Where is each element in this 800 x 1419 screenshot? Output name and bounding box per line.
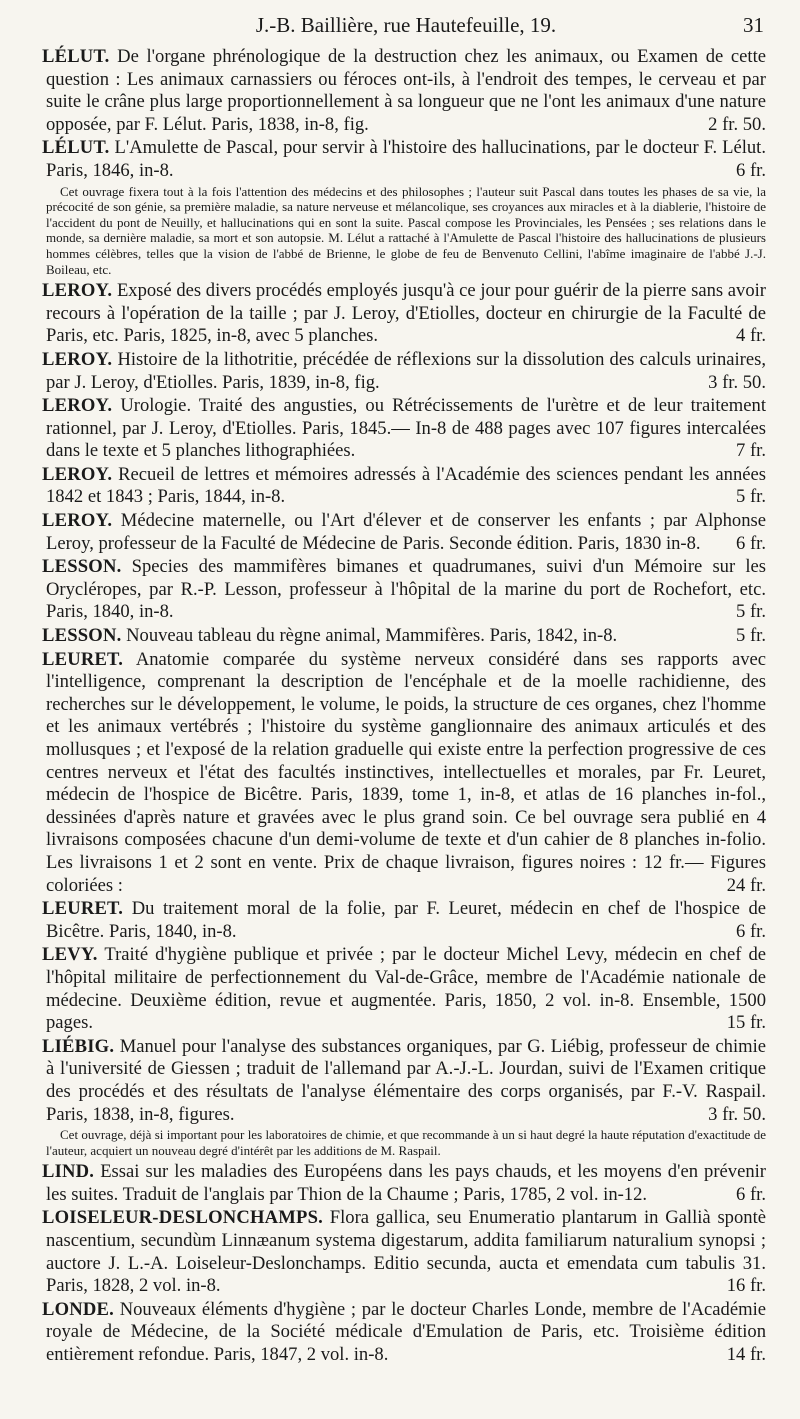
- entry-note: Cet ouvrage fixera tout à la fois l'attention des médecins et des philosophes ; l'auteur suit Pascal dans toutes les phases de sa vie, la précocité de son génie, sa première maladie, sa nature nerveuse et mélancolique, ses croyances aux miracles et à la diablerie, l'histoire de l'accident du pont de Neuilly, et hallucinations qui en sont la suite. Pascal compose les Provinciales, les Pensées ; ses relations dans le monde, sa dernière maladie, sa mort et son autopsie. M. Lélut a rattaché à l'Amulette de Pascal l'histoire des hallucinations de plusieurs hommes célèbres, telles que la vision de l'abbé de Brienne, le globe de feu de Benvenuto Cellini, l'abîme imaginaire de l'abbé J.-J. Boileau, etc.: [46, 183, 766, 277]
- entry-text: De l'organe phrénologique de la destruction chez les animaux, ou Examen de cette question : Les animaux carnassiers ou féroces ont-ils, à l'endroit des tempes, le cerveau et par suite le crâne plus large proportionnellement à sa longueur que ne l'ont les animaux d'une nature opposée, par F. Lélut. Paris, 1838, in-8, fig.: [46, 46, 766, 135]
- entry-price: 6 fr.: [736, 159, 766, 181]
- running-head: [46, 8, 766, 42]
- catalog-entries: [42, 46, 767, 1367]
- entry-author: LEROY.: [42, 280, 113, 302]
- entry-text: Exposé des divers procédés employés jusqu'à ce jour pour guérir de la pierre sans avoir recours à l'opération de la taille ; par J. Leroy, d'Etiolles, docteur en chirurgie de la Faculté de Paris, etc. Paris, 1825, in-8, avec 5 planches.: [46, 280, 766, 347]
- entry-text: L'Amulette de Pascal, pour servir à l'histoire des hallucinations, par le docteur F. Lélut. Paris, 1846, in-8.: [46, 137, 767, 181]
- entry-price: 14 fr.: [726, 1344, 766, 1366]
- catalog-entry: [42, 348, 766, 394]
- entry-author: LEROY.: [42, 510, 113, 532]
- catalog-entry: [42, 463, 766, 509]
- entry-author: LÉLUT.: [42, 137, 110, 159]
- entry-text: Traité d'hygiène publique et privée ; par le docteur Michel Levy, médecin en chef de l'hôpital militaire de perfectionnement du Val-de-Grâce, membre de l'Académie nationale de médecine. Deuxième édition, revue et augmentée. Paris, 1850, 2 vol. in-8. Ensemble, 1500 pages.: [46, 944, 767, 1034]
- entry-text: Manuel pour l'analyse des substances organiques, par G. Liébig, professeur de chimie à l'université de Giessen ; traduit de l'allemand par A.-J.-L. Jourdan, suivi de l'Examen critique des procédés et des résultats de l'analyse élémentaire des corps organisés, par F.-V. Raspail. Paris, 1838, in-8, figures.: [46, 1035, 766, 1125]
- entry-price: 3 fr. 50.: [708, 371, 766, 393]
- catalog-entry: [42, 1161, 766, 1206]
- entry-price: 5 fr.: [736, 601, 766, 623]
- entry-author: LESSON.: [42, 556, 122, 578]
- page-number: 31: [743, 13, 764, 37]
- catalog-entry: [42, 625, 766, 648]
- entry-text: Médecine maternelle, ou l'Art d'élever et de conserver les enfants ; par Alphonse Leroy, professeur de la Faculté de Médecine de Paris. Seconde édition. Paris, 1830 in-8.: [46, 510, 766, 554]
- entry-author: LEROY.: [42, 463, 113, 485]
- catalog-entry: [42, 1207, 766, 1297]
- entry-text: Du traitement moral de la folie, par F. Leuret, médecin en chef de l'hospice de Bicêtre. Paris, 1840, in-8.: [46, 898, 766, 942]
- entry-author: LIÉBIG.: [42, 1035, 115, 1057]
- entry-text: Recueil de lettres et mémoires adressés à l'Académie des sciences pendant les années 1842 et 1843 ; Paris, 1844, in-8.: [46, 463, 766, 508]
- entry-text: Urologie. Traité des angusties, ou Rétrécissements de l'urètre et de leur traitement rationnel, par J. Leroy, d'Etiolles. Paris, 1845.— In-8 de 488 pages avec 107 figures intercalées dans le texte et 5 planches lithographiées.: [46, 395, 766, 462]
- entry-price: 2 fr. 50.: [708, 113, 766, 135]
- entry-author: LEVY.: [42, 944, 98, 966]
- catalog-entry: [42, 395, 766, 463]
- entry-price: 24 fr.: [726, 874, 766, 896]
- entry-author: LIND.: [42, 1161, 95, 1183]
- entry-author: LOISELEUR-DESLONCHAMPS.: [42, 1207, 323, 1229]
- catalog-entry: [42, 1298, 766, 1367]
- entry-note: Cet ouvrage, déjà si important pour les laboratoires de chimie, et que recommande à un si haut degré la haute réputation d'exactitude de l'auteur, acquiert un nouveau degré d'intérêt par les additions de M. Raspail.: [46, 1127, 766, 1158]
- entry-text: Species des mammifères bimanes et quadrumanes, suivi d'un Mémoire sur les Orycléropes, par R.-P. Lesson, professeur à l'hôpital de la marine du port de Rochefort, etc. Paris, 1840, in-8.: [46, 556, 766, 623]
- entry-author: LEURET.: [42, 898, 124, 920]
- catalog-entry: [42, 280, 766, 348]
- catalog-entry: [42, 1035, 766, 1126]
- entry-price: 6 fr.: [736, 532, 766, 554]
- entry-price: 4 fr.: [736, 325, 766, 347]
- entry-text: Nouveaux éléments d'hygiène ; par le docteur Charles Londe, membre de l'Académie royale de Médecine, de la Société médicale d'Emulation de Paris, etc. Troisième édition entièrement refondue. Paris, 1847, 2 vol. in-8.: [46, 1298, 766, 1366]
- entry-price: 15 fr.: [726, 1012, 766, 1034]
- entry-author: LESSON.: [42, 625, 122, 647]
- entry-author: LEROY.: [42, 348, 113, 370]
- catalog-entry: [42, 510, 766, 555]
- entry-author: LÉLUT.: [42, 46, 110, 67]
- catalog-entry: [42, 137, 767, 182]
- entry-price: 5 fr.: [736, 486, 766, 508]
- catalog-entry: [42, 556, 766, 624]
- catalog-entry: [42, 898, 766, 943]
- entry-price: 6 fr.: [736, 920, 766, 942]
- entry-author: LEROY.: [42, 395, 113, 417]
- entry-text: Nouveau tableau du règne animal, Mammifères. Paris, 1842, in-8.: [126, 625, 618, 647]
- running-head-text: J.-B. Baillière, rue Hautefeuille, 19.: [255, 13, 557, 37]
- entry-text: Essai sur les maladies des Européens dans les pays chauds, et les moyens d'en prévenir les suites. Traduit de l'anglais par Thion de la Chaume ; Paris, 1785, 2 vol. in-12.: [46, 1161, 766, 1205]
- entry-author: LEURET.: [42, 648, 124, 670]
- catalog-entry: [42, 944, 767, 1034]
- entry-price: 6 fr.: [736, 1183, 766, 1205]
- entry-price: 5 fr.: [736, 625, 766, 647]
- entry-price: 3 fr. 50.: [708, 1103, 766, 1125]
- catalog-entry: [42, 648, 766, 898]
- entry-price: 7 fr.: [736, 440, 766, 462]
- catalog-entry: [42, 46, 766, 136]
- entry-author: LONDE.: [42, 1298, 114, 1320]
- entry-price: 16 fr.: [726, 1275, 766, 1297]
- entry-text: Anatomie comparée du système nerveux considéré dans ses rapports avec l'intelligence, comprenant la description de l'encéphale et de la moelle rachidienne, des recherches sur le développement, le volume, le poids, la structure de ces organes, chez l'homme et les animaux vertébrés ; l'histoire du système ganglionnaire des animaux articulés et des mollusques ; et l'exposé de la relation graduelle qui existe entre la perfection progressive de ces centres nerveux et l'état des facultés instinctives, intellectuelles et morales, par Fr. Leuret, médecin de l'hospice de Bicêtre. Paris, 1839, tome 1, in-8, et atlas de 16 planches in-fol., dessinées d'après nature et gravées avec le plus grand soin. Ce bel ouvrage sera publié en 4 livraisons composées chacune d'un demi-volume de texte et d'un cahier de 8 planches in-folio. Les livraisons 1 et 2 sont en vente. Prix de chaque livraison, figures noires : 12 fr.— Figures coloriées :: [46, 648, 766, 896]
- entry-text: Flora gallica, seu Enumeratio plantarum in Gallià spontè nascentium, secundùm Linnæanum systema digestarum, addita familiarum naturalium synopsi ; auctore J. L.-A. Loiseleur-Deslonchamps. Editio secunda, aucta et emendata cum tabulis 31. Paris, 1828, 2 vol. in-8.: [46, 1207, 766, 1297]
- entry-text: Histoire de la lithotritie, précédée de réflexions sur la dissolution des calculs urinaires, par J. Leroy, d'Etiolles. Paris, 1839, in-8, fig.: [46, 348, 766, 393]
